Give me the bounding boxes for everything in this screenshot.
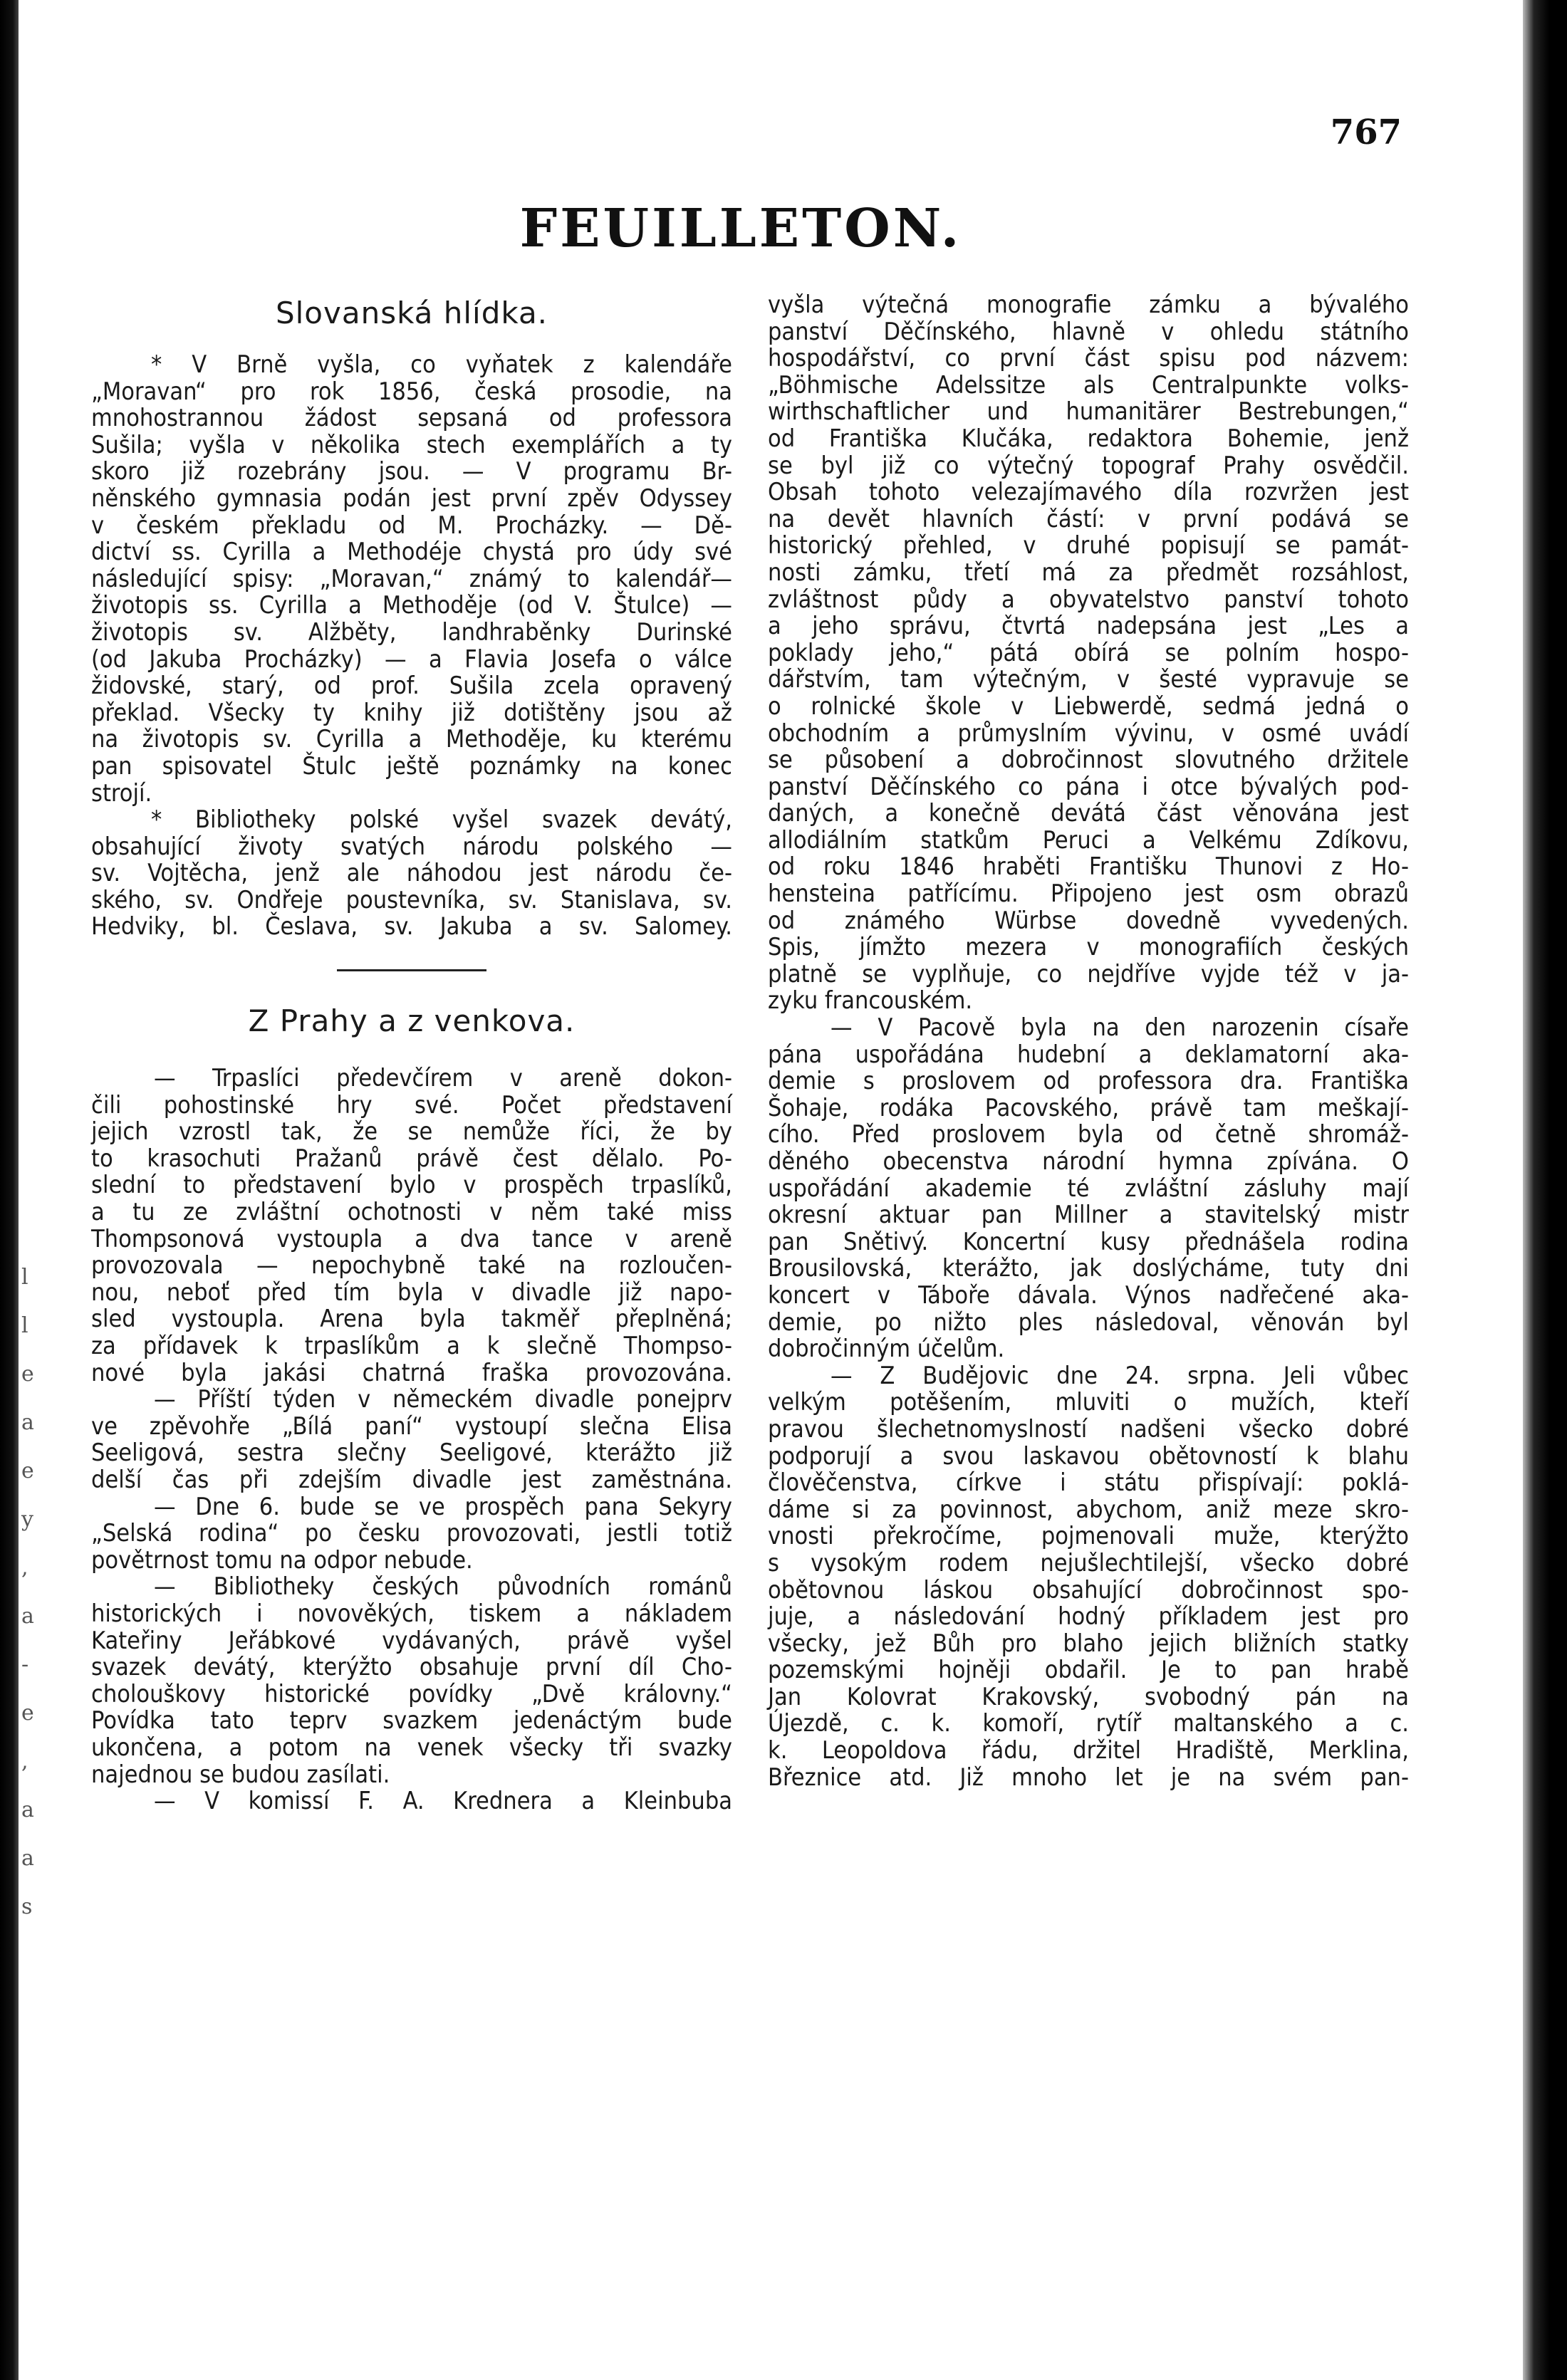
text-line: hospodářství, co první část spisu pod názvem: (768, 344, 1409, 373)
scan-border-right (1523, 0, 1567, 2380)
text-line: povětrnost tomu na odpor nebude. (91, 1545, 473, 1575)
text-line: — Příští týden v německém divadle ponejprv (154, 1385, 732, 1414)
text-line: * Bibliotheky polské vyšel svazek devátý, (151, 805, 732, 835)
text-line: svazek devátý, kterýžto obsahuje první díl Cho- (91, 1653, 732, 1682)
text-line: životopis sv. Alžběty, landhraběnky Durinské (91, 617, 732, 647)
text-line: slední to představení bylo v prospěch trpaslíků, (91, 1171, 732, 1200)
right-column (768, 292, 1409, 1791)
text-line: (od Jakuba Procházky) — a Flavia Josefa o válce (91, 644, 732, 674)
text-line: allodiálním statkům Peruci a Velkému Zdíkovu, (768, 825, 1409, 855)
text-line: ve zpěvohře „Bílá paní“ vystoupí slečna Elisa (91, 1411, 732, 1441)
margin-fragment: a (21, 1604, 34, 1629)
text-line: Brousilovská, kterážto, jak doslýcháme, tuty dni (768, 1254, 1409, 1283)
text-line: provozovala — nepochybně také na rozloučen- (91, 1251, 732, 1280)
text-line: pravou šlechetnomyslností nadšeni všecko dobré (768, 1414, 1409, 1444)
page-number: 767 (1330, 113, 1402, 152)
text-line: dictví ss. Cyrilla a Methodéje chystá pro údy své (91, 538, 732, 567)
margin-fragment: a (21, 1846, 34, 1871)
text-line: to krasochuti Pražanů právě čest dělalo. Po- (91, 1144, 732, 1173)
text-line: okresní aktuar pan Millner a stavitelský mistr (768, 1201, 1409, 1230)
text-line: strojí. (91, 778, 152, 808)
margin-fragment: e (21, 1458, 34, 1483)
text-line: zyku francouském. (768, 986, 973, 1016)
text-line: juje, a následování hodný příkladem jest pro (768, 1602, 1409, 1632)
text-line: cího. Před proslovem byla od četně shromáž- (768, 1120, 1409, 1149)
margin-fragment: - (21, 1652, 29, 1677)
text-line: skoro již rozebrány jsou. — V programu Br- (91, 457, 732, 486)
text-line: obětovnou láskou obsahující dobročinnost spo- (768, 1575, 1409, 1604)
text-line: Thompsonová vystoupla a dva tance v areně (91, 1224, 732, 1253)
text-line: dobročinným účelům. (768, 1335, 1005, 1364)
paragraph (91, 1574, 732, 1788)
text-line: jejich vzrostl tak, že se nemůže říci, že by (91, 1117, 732, 1147)
paragraph (768, 1363, 1409, 1792)
text-line: — Dne 6. bude se ve prospěch pana Sekyry (154, 1492, 732, 1521)
paragraph (768, 292, 1409, 1015)
text-line: „Moravan“ pro rok 1856, česká prosodie, na (91, 377, 732, 406)
text-line: a jeho správu, čtvrtá nadepsána jest „Les a (768, 612, 1409, 641)
text-line: židovské, starý, od prof. Sušila zcela opravený (91, 672, 732, 701)
text-line: něnského gymnasia podán jest první zpěv Odyssey (91, 484, 732, 513)
text-line: ského, sv. Ondřeje poustevníka, sv. Stanislava, sv. (91, 885, 732, 914)
text-line: dáme si za povinnost, abychom, aniž meze skro- (768, 1495, 1409, 1524)
text-line: wirthschaftlicher und humanitärer Bestrebungen,“ (768, 397, 1409, 427)
scan-border-left (0, 0, 19, 2380)
margin-fragment: l (21, 1313, 28, 1338)
text-line: — V komissí F. A. Krednera a Kleinbuba (154, 1787, 732, 1816)
text-line: k. Leopoldova řádu, držitel Hradiště, Merklina, (768, 1736, 1409, 1765)
text-line: — Trpaslíci předevčírem v areně dokon- (154, 1064, 732, 1093)
text-line: podporují a svou laskavou obětovností k blahu (768, 1441, 1409, 1471)
margin-fragment: y (21, 1507, 33, 1532)
text-line: poklady jeho,“ pátá obírá se polním hospo- (768, 638, 1409, 667)
text-line: demie s proslovem od professora dra. Františka (768, 1067, 1409, 1096)
text-line: od Františka Klučáka, redaktora Bohemie, jenž (768, 424, 1409, 453)
text-line: v českém překladu od M. Procházky. — Dě- (91, 511, 732, 540)
paragraph (768, 1015, 1409, 1363)
text-line: vyšla výtečná monografie zámku a bývalého (768, 291, 1409, 319)
text-line: daných, a konečně devátá část věnována jest (768, 799, 1409, 828)
text-line: dářstvím, tam výtečným, v šesté vypravuje se (768, 665, 1409, 694)
text-line: děného obecenstva národní hymna zpívána. O (768, 1147, 1409, 1176)
paragraph (91, 807, 732, 941)
text-line: — Z Budějovic dne 24. srpna. Jeli vůbec (831, 1361, 1409, 1390)
margin-fragment: , (21, 1555, 28, 1580)
text-line: s vysokým rodem nejušlechtilejší, všecko dobré (768, 1548, 1409, 1577)
text-line: pan spisovatel Štulc ještě poznámky na konec (91, 751, 732, 781)
text-line: se byl již co výtečný topograf Prahy osvědčil. (768, 451, 1409, 480)
text-line: sv. Vojtěcha, jenž ale náhodou jest národu če- (91, 859, 732, 888)
text-line: za přídavek k trpaslíkům a k slečně Thompso- (91, 1332, 732, 1360)
text-line: na devět hlavních částí: v první podává se (768, 504, 1409, 533)
margin-fragment: a (21, 1797, 34, 1822)
text-line: Újezdě, c. k. komoří, rytíř maltanského a c. (768, 1709, 1409, 1738)
text-line: historických i novověkých, tiskem a nákladem (91, 1599, 732, 1628)
text-line: překlad. Všecky ty knihy již dotištěny jsou až (91, 698, 732, 727)
text-line: člověčenstva, církve i státu přispívají: poklá- (768, 1468, 1409, 1498)
text-line: * V Brně vyšla, co vyňatek z kalendáře (151, 350, 732, 379)
paragraph (91, 1788, 732, 1815)
text-line: nosti zámku, třetí má za předmět rozsáhlost, (768, 558, 1409, 587)
text-line: delší čas při zdejším divadle jest zaměstnána. (91, 1465, 732, 1494)
text-line: sled vystoupla. Arena byla takměř přeplněná; (91, 1305, 732, 1334)
text-line: cholouškovy historické povídky „Dvě královny.“ (91, 1679, 732, 1708)
text-line: uspořádání akademie té zvláštní zásluhy mají (768, 1174, 1409, 1203)
text-line: „Böhmische Adelssitze als Centralpunkte volks- (768, 370, 1409, 400)
text-line: Kateřiny Jeřábkové vydávaných, právě vyšel (91, 1626, 732, 1655)
text-line: se působení a dobročinnost slovutného držitele (768, 746, 1409, 775)
paragraph (91, 352, 732, 807)
text-line: od známého Würbse dovedně vyvedených. (768, 906, 1409, 935)
section-title: FEUILLETON. (519, 198, 962, 259)
text-line: pozemskými hojněji obdařil. Je to pan hrabě (768, 1656, 1409, 1685)
margin-fragment: a (21, 1410, 34, 1435)
margin-fragment: e (21, 1701, 34, 1726)
text-line: Jan Kolovrat Krakovský, svobodný pán na (768, 1682, 1409, 1711)
text-line: — V Pacově byla na den narozenin císaře (831, 1013, 1409, 1043)
text-line: „Selská rodina“ po česku provozovati, jestli totiž (91, 1519, 732, 1548)
text-line: Březnice atd. Již mnoho let je na svém pan- (768, 1763, 1409, 1792)
text-line: Povídka tato teprv svazkem jedenáctým bude (91, 1706, 732, 1736)
paragraph (91, 1387, 732, 1493)
paragraph (91, 1065, 732, 1387)
text-line: ukončena, a potom na venek všecky tři svazky (91, 1733, 732, 1762)
text-line: zvláštnost půdy a obyvatelstvo panství tohoto (768, 585, 1409, 614)
text-line: panství Děčínského co pána i otce bývalých pod- (768, 772, 1409, 801)
text-line: platně se vyplňuje, co nejdříve vyjde též v ja- (768, 959, 1409, 988)
text-line: velkým potěšením, mluviti o mužích, kteří (768, 1388, 1409, 1417)
margin-fragment: , (21, 1749, 28, 1774)
heading-slovanska-hlidka: Slovanská hlídka. (275, 296, 548, 330)
text-line: nou, neboť před tím byla v divadle již napo- (91, 1278, 732, 1307)
margin-fragment: s (21, 1894, 33, 1919)
text-line: o rolnické škole v Liebwerdě, sedmá jedná o (768, 691, 1409, 721)
text-line: najednou se budou zasílati. (91, 1760, 390, 1789)
text-line: Hedviky, bl. Česlava, sv. Jakuba a sv. Salomey. (91, 912, 732, 941)
text-line: obsahující životy svatých národu polského — (91, 832, 732, 861)
text-line: pan Snětivý. Koncertní kusy přednášela rodina (768, 1227, 1409, 1256)
text-line: demie, po nižto ples následoval, věnován byl (768, 1308, 1409, 1337)
text-line: Spis, jímžto mezera v monografiích českých (768, 933, 1409, 962)
left-column (91, 292, 732, 1815)
text-line: obchodním a průmyslním vývinu, v osmé uvádí (768, 719, 1409, 748)
text-line: od roku 1846 hraběti Františku Thunovi z Ho- (768, 852, 1409, 882)
text-line: historický přehled, v druhé popisují se památ- (768, 531, 1409, 560)
text-line: a tu ze zvláštní ochotnosti v něm také miss (91, 1198, 732, 1227)
text-line: životopis ss. Cyrilla a Methoděje (od V. Štulce) — (91, 591, 732, 620)
margin-fragments (21, 1253, 50, 1931)
text-line: následující spisy: „Moravan,“ známý to kalendář— (91, 564, 732, 593)
text-line: mnohostrannou žádost sepsaná od professora (91, 404, 732, 433)
text-line: nové byla jakási chatrná fraška provozována. (91, 1358, 732, 1387)
text-line: Šohaje, rodáka Pacovského, právě tam meškají- (768, 1093, 1409, 1122)
text-line: Obsah tohoto velezajímavého díla rozvržen jest (768, 478, 1409, 507)
heading-z-prahy-a-z-venkova: Z Prahy a z venkova. (248, 1003, 576, 1039)
text-line: všecky, jež Bůh pro blaho jejich bližních statky (768, 1629, 1409, 1658)
text-line: na životopis sv. Cyrilla a Methoděje, ku kterému (91, 725, 732, 754)
margin-fragment: l (21, 1265, 28, 1290)
text-line: hensteina patřícímu. Připojeno jest osm obrazů (768, 880, 1409, 909)
paragraph (91, 1494, 732, 1575)
margin-fragment: e (21, 1362, 34, 1387)
text-line: panství Děčínského, hlavně v ohledu státního (768, 317, 1409, 346)
text-line: vnosti překročíme, pojmenovali muže, kterýžto (768, 1522, 1409, 1551)
text-line: pána uspořádána hudební a deklamatorní aka- (768, 1040, 1409, 1069)
text-line: Seeligová, sestra slečny Seeligové, kterážto již (91, 1439, 732, 1468)
text-line: Sušila; vyšla v několika stech exemplářích a ty (91, 430, 732, 459)
text-line: koncert v Táboře dávala. Výnos nadřečené aka- (768, 1280, 1409, 1310)
text-line: — Bibliotheky českých původních románů (154, 1572, 732, 1602)
text-line: čili pohostinské hry své. Počet představení (91, 1090, 732, 1119)
